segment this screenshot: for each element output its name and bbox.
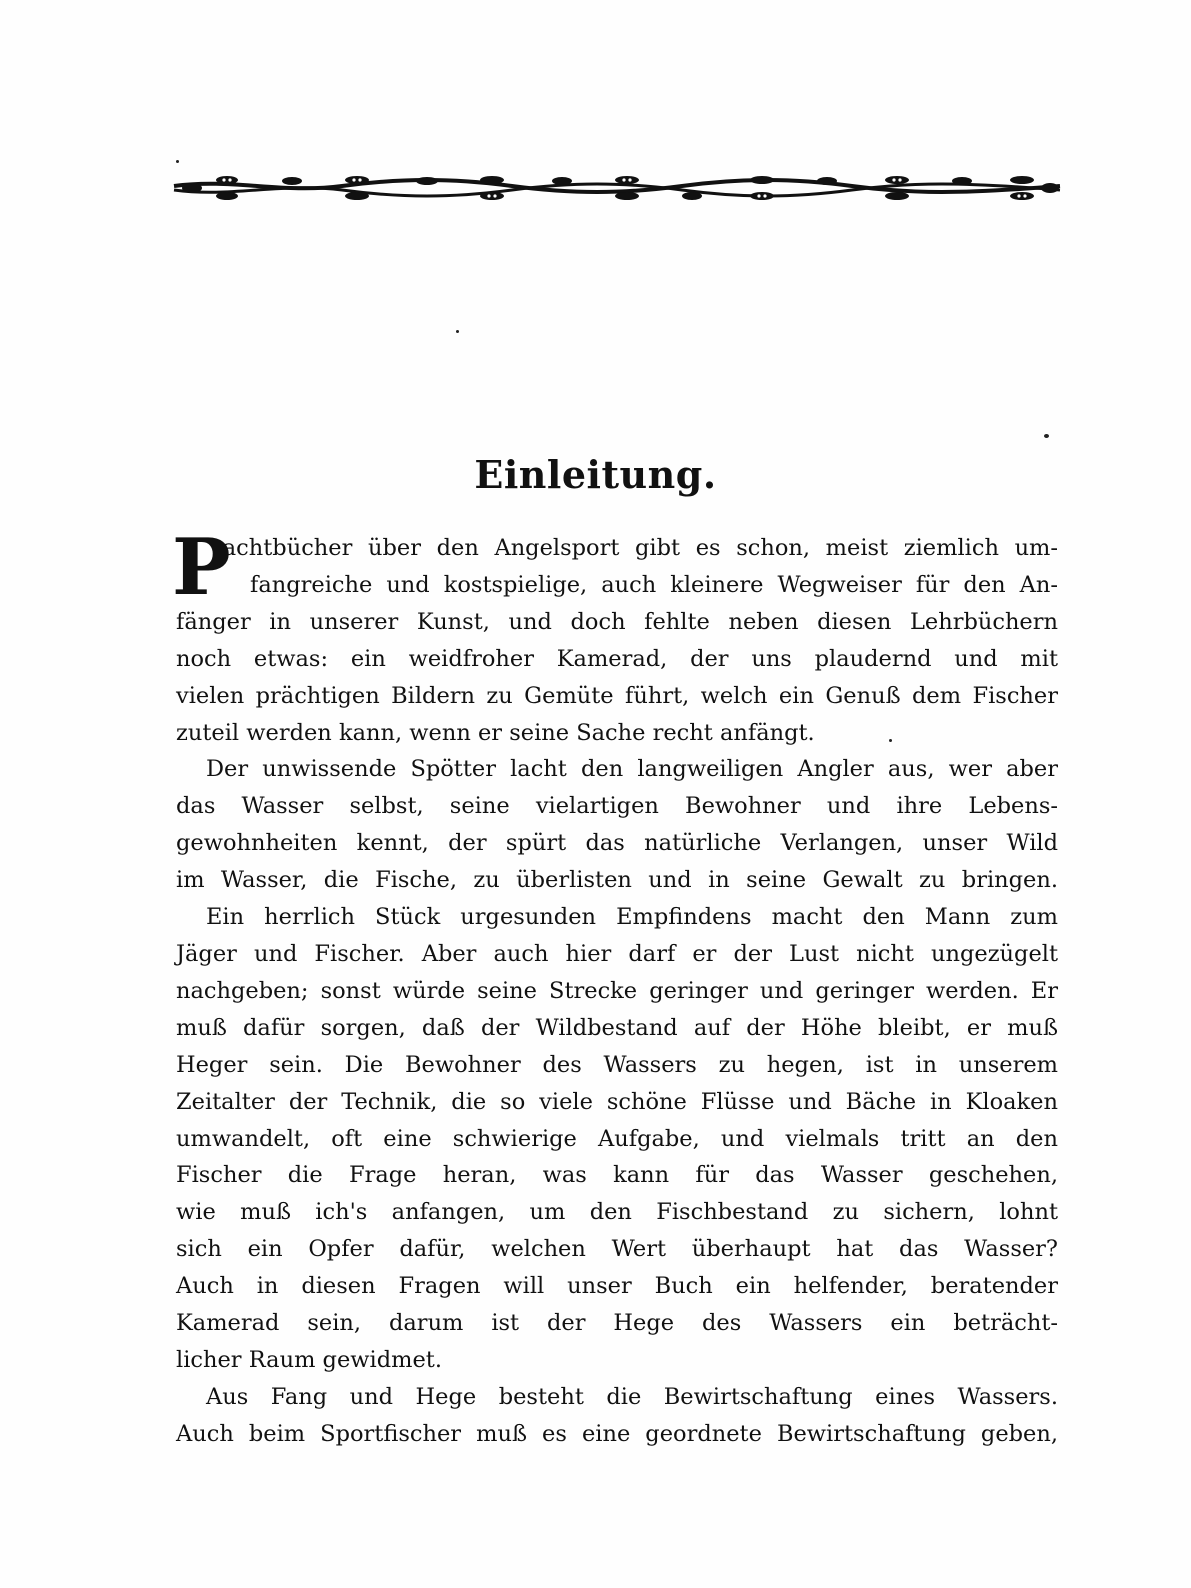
text-line: Auch in diesen Fragen will unser Buch ein helfender, beratender xyxy=(176,1273,1058,1300)
print-speck xyxy=(456,330,459,333)
text-line: Fischer die Frage heran, was kann für das Wasser geschehen, xyxy=(176,1162,1058,1189)
text-line: umwandelt, oft eine schwierige Aufgabe, und vielmals tritt an den xyxy=(176,1125,1058,1152)
text-line: fänger in unserer Kunst, und doch fehlte neben diesen Lehrbüchern xyxy=(176,608,1058,635)
paragraph-2 xyxy=(176,751,1058,899)
text-line: muß dafür sorgen, daß der Wildbestand auf der Höhe bleibt, er muß xyxy=(176,1014,1058,1041)
text-line: Jäger und Fischer. Aber auch hier darf er der Lust nicht ungezügelt xyxy=(176,940,1058,967)
print-speck xyxy=(176,160,179,163)
text-line: rachtbücher über den Angelsport gibt es schon, meist ziemlich um- xyxy=(212,535,1058,561)
text-line: Aus Fang und Hege besteht die Bewirtschaftung eines Wassers. xyxy=(206,1383,1058,1410)
body-text xyxy=(172,522,1058,1453)
chapter-title: Einleitung. xyxy=(474,452,717,497)
text-line: zuteil werden kann, wenn er seine Sache recht anfängt. xyxy=(176,719,815,746)
text-line: fangreiche und kostspielige, auch kleinere Wegweiser für den An- xyxy=(250,571,1058,598)
text-line: Zeitalter der Technik, die so viele schöne Flüsse und Bäche in Kloaken xyxy=(176,1088,1058,1115)
text-line: im Wasser, die Fische, zu überlisten und in seine Gewalt zu bringen. xyxy=(176,867,1058,894)
text-line: licher Raum gewidmet. xyxy=(176,1346,442,1373)
text-line: wie muß ich's anfangen, um den Fischbestand zu sichern, lohnt xyxy=(176,1199,1058,1226)
vine-ornament-icon xyxy=(172,168,1062,208)
text-line: Ein herrlich Stück urgesunden Empfindens macht den Mann zum xyxy=(206,904,1058,931)
text-line: Heger sein. Die Bewohner des Wassers zu hegen, ist in unserem xyxy=(176,1051,1058,1078)
text-line: Auch beim Sportfischer muß es eine geordnete Bewirtschaftung geben, xyxy=(176,1420,1058,1447)
text-line: vielen prächtigen Bildern zu Gemüte führt, welch ein Genuß dem Fischer xyxy=(176,682,1058,709)
text-line: Der unwissende Spötter lacht den langweiligen Angler aus, wer aber xyxy=(206,756,1058,783)
drop-cap: P xyxy=(172,522,231,613)
text-line: noch etwas: ein weidfroher Kamerad, der uns plaudernd und mit xyxy=(176,645,1058,672)
text-line: das Wasser selbst, seine vielartigen Bewohner und ihre Lebens- xyxy=(176,793,1058,820)
text-line: Kamerad sein, darum ist der Hege des Wassers ein beträcht- xyxy=(176,1310,1058,1337)
paragraph-1 xyxy=(172,522,1058,751)
text-line: sich ein Opfer dafür, welchen Wert überhaupt hat das Wasser? xyxy=(176,1236,1058,1263)
text-line: gewohnheiten kennt, der spürt das natürliche Verlangen, unser Wild xyxy=(176,830,1058,857)
paragraph-4 xyxy=(176,1379,1058,1453)
print-speck xyxy=(1044,434,1049,438)
paragraph-3 xyxy=(176,899,1058,1379)
text-line: nachgeben; sonst würde seine Strecke geringer und geringer werden. Er xyxy=(176,977,1058,1004)
